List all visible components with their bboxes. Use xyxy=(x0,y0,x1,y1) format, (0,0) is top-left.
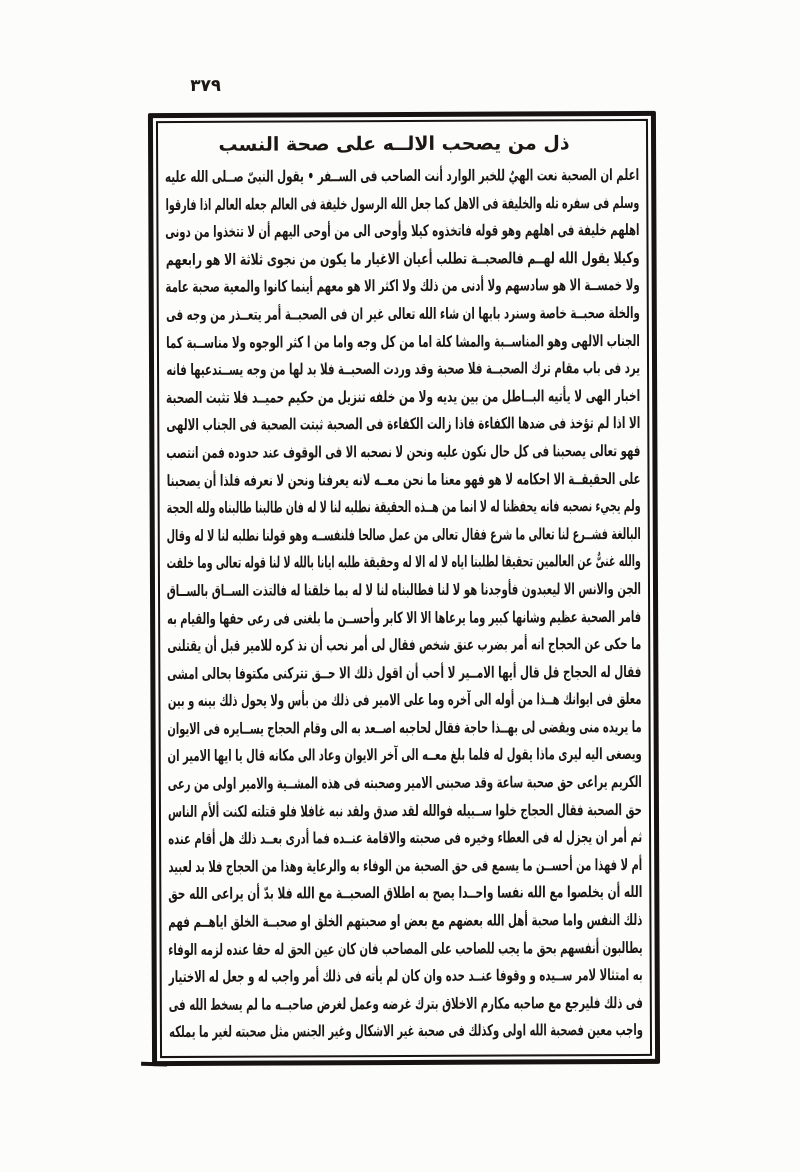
text-line: فى ذلك فليرجع مع صاحبه مكارم الاخلاق بترك غرضه وعمل لغرض صاحبــه ما لم يسخط الله فى xyxy=(168,993,643,1014)
text-line: فامر الصحبة عظيم وشانها كبير وما يرعاها الا الا كابر وأحســن ما بلغنى فى رعى حقها والقيام به xyxy=(167,607,642,628)
text-line: ولا خمســة الا هو سادسهم ولا أدنى من ذلك ولا اكثر الا هو معهم أينما كانوا والمعية صحبة عامة xyxy=(165,276,640,297)
text-line: على الحقيقــة الا احكامه لا هو فهو معنا ما نحن معــه لانه يعرفنا ونحن لا نعرفه فلذا أن يصحبنا xyxy=(166,469,641,490)
text-line: الجناب الالهى وهو المناســبة والمشا كلة اما من كل وجه واما من ا كثر الوجوه ولا مناســبة كما xyxy=(166,331,640,352)
text-line: به امتثالا لامر ســيده و وقوفا عنــد حده وان كان لم يأته فى ذلك أمر واجب له و جعل له الاختيار xyxy=(168,966,643,987)
text-frame-inner xyxy=(156,119,652,1058)
text-line: أم لا فهذا من أحســن ما يسمع فى حق الصحبة من الوفاء به والرعاية وهذا من الحجاج فلا بد لعبيد xyxy=(168,855,643,876)
text-line: الجن والانس الا ليعبدون فأوجدنا هو لا لنا فطالبناه لنا لا له بما خلقنا له فالتذت الســاق بالســاق xyxy=(166,579,642,600)
text-line: الا اذا لم تؤخذ فى ضدها الكفاءة فاذا زالت الكفاءة فى الصحبة ثبتت الصحبة فى الجناب الالهى xyxy=(166,414,641,435)
text-line: يرد فى باب مقام ترك الصحبــة فلا صحبة وقد وردت الصحبــة فلا بد لها من وجه يســتدعيها فانه xyxy=(166,359,641,380)
text-line: والخلة صحبــة خاصة وسنرد بابها ان شاء الله تعالى غير ان فى الصحبــة أمر يتعــذر من وجه فى xyxy=(166,303,640,325)
text-line: ثم أمر ان يجزل له فى العطاء وخيره فى صحبته والاقامة عنــده فما أدرى بعــد ذلك هل أقام عنده xyxy=(168,828,643,849)
text-line: ما يريده منى ويقضى لى بهــذا حاجة فقال لحاجبه اصــعد به الى وقام الحجاج يســايره فى الايوان xyxy=(167,717,642,738)
text-line: ما حكى عن الحجاج انه أمر بضرب عنق شخص فقال لى أمر نحب أن نذ كره للامير قبل أن يقتلنى xyxy=(167,635,642,656)
text-line: اهلهم خليفة فى اهلهم وهو قوله فاتخذوه كيلا وأوحى الى من أوحى اليهم أن لا تتخذوا من دونى xyxy=(165,221,640,242)
page-number: ٣٧٩ xyxy=(189,76,222,96)
text-line: ويصغى اليه ليرى ماذا يقول له فلما بلغ معــه الى آخر الايوان وعاد الى مكانه قال يا ايها الامير ان xyxy=(167,745,642,766)
text-line: حق الصحبة فقال الحجاج خلوا ســبيله فوالله لقد صدق ولقد نبه غافلا فلو قتلته لكنت ألأم الناس xyxy=(167,800,643,821)
text-line: البالغة فشــرع لنا تعالى ما شرع فقال تعالى من عمل صالحا فلنفســه وهو قولنا نطلبه لنا لا له وقال xyxy=(166,524,641,545)
body-text xyxy=(165,162,643,1047)
text-line: واجب معين فصحبة الله اولى وكذلك فى صحبة غير الاشكال وغير الجنس مثل صحبته لغير ما يملكه xyxy=(169,1021,643,1042)
text-line: وسلم فى سفره تله والخليفة فى الاهل كما جعل الله الرسول خليفة فى العالم جعله العالم اذا فارقوا xyxy=(165,193,640,214)
text-line: فقال له الحجاج قل قال أيها الامــير لا أحب أن اقول ذلك الا حــق تتركنى مكتوفا بحالى امشى xyxy=(167,662,642,683)
text-line: والله غنىٌّ عن العالمين تحقيقا لطلبنا اياه لا له الا له وحقيقة طلبه ايانا بالله لا لنا قوله تعالى وما خلقت xyxy=(166,552,641,573)
text-line: وكيلا يقول الله لهــم فالصحبــة تطلب أعيان الاغيار ما يكون من نجوى ثلاثة الا هو رابعهم xyxy=(165,248,640,269)
text-frame-border xyxy=(148,111,660,1066)
text-line: يطالبون أنفسهم بحق ما يجب للصاحب على المصاحب فان كان عين الحق له حقا عنده لزمه الوفاء xyxy=(168,938,643,959)
text-line: الكريم يراعى حق صحبة ساعة وقد صحبنى الامير وصحبته فى هذه المشــية والامير اولى من رعى xyxy=(167,773,642,794)
text-line: فهو تعالى يصحبنا فى كل حال نكون عليه ونحن لا نصحبه الا فى الوقوف عند حدوده فمن انتصب xyxy=(166,441,641,462)
text-line: ذلك النفس واما صحبة أهل الله بعضهم مع بعض او صحبتهم الخلق او صحبــة الخلق اياهــم فهم xyxy=(168,910,643,932)
text-line: ولم يجيء نصحبه فانه يحفظنا له لا انما من هــذه الحقيقة نطلبه لنا لا له فان طالبنا طالبناه ولله الحجة xyxy=(166,497,641,518)
chapter-heading: ذل من يصحب الالــه على صحة النسب xyxy=(218,132,570,156)
text-line: معلق فى ايوانك هــذا من أوله الى آخره وما على الامير فى ذلك من بأس ولا يحول ذلك بينه و بين xyxy=(167,690,642,711)
text-line: الله أن يخلصوا مع الله نفسا واحــدا يصح به اطلاق الصحبــة مع الله فلا بدّ أن يراعى الله حق xyxy=(168,883,643,904)
text-line: اخبار الهى لا يأتيه البــاطل من بين يديه ولا من خلفه تنزيل من حكيم حميــد فلا تثبت الصحبة xyxy=(165,386,641,407)
text-line: اعلم ان الصحبة نعت الهيٌ للخبر الوارد أنت الصاحب فى الســفر • يقول النبىّ صــلى الله عليه xyxy=(164,165,640,187)
